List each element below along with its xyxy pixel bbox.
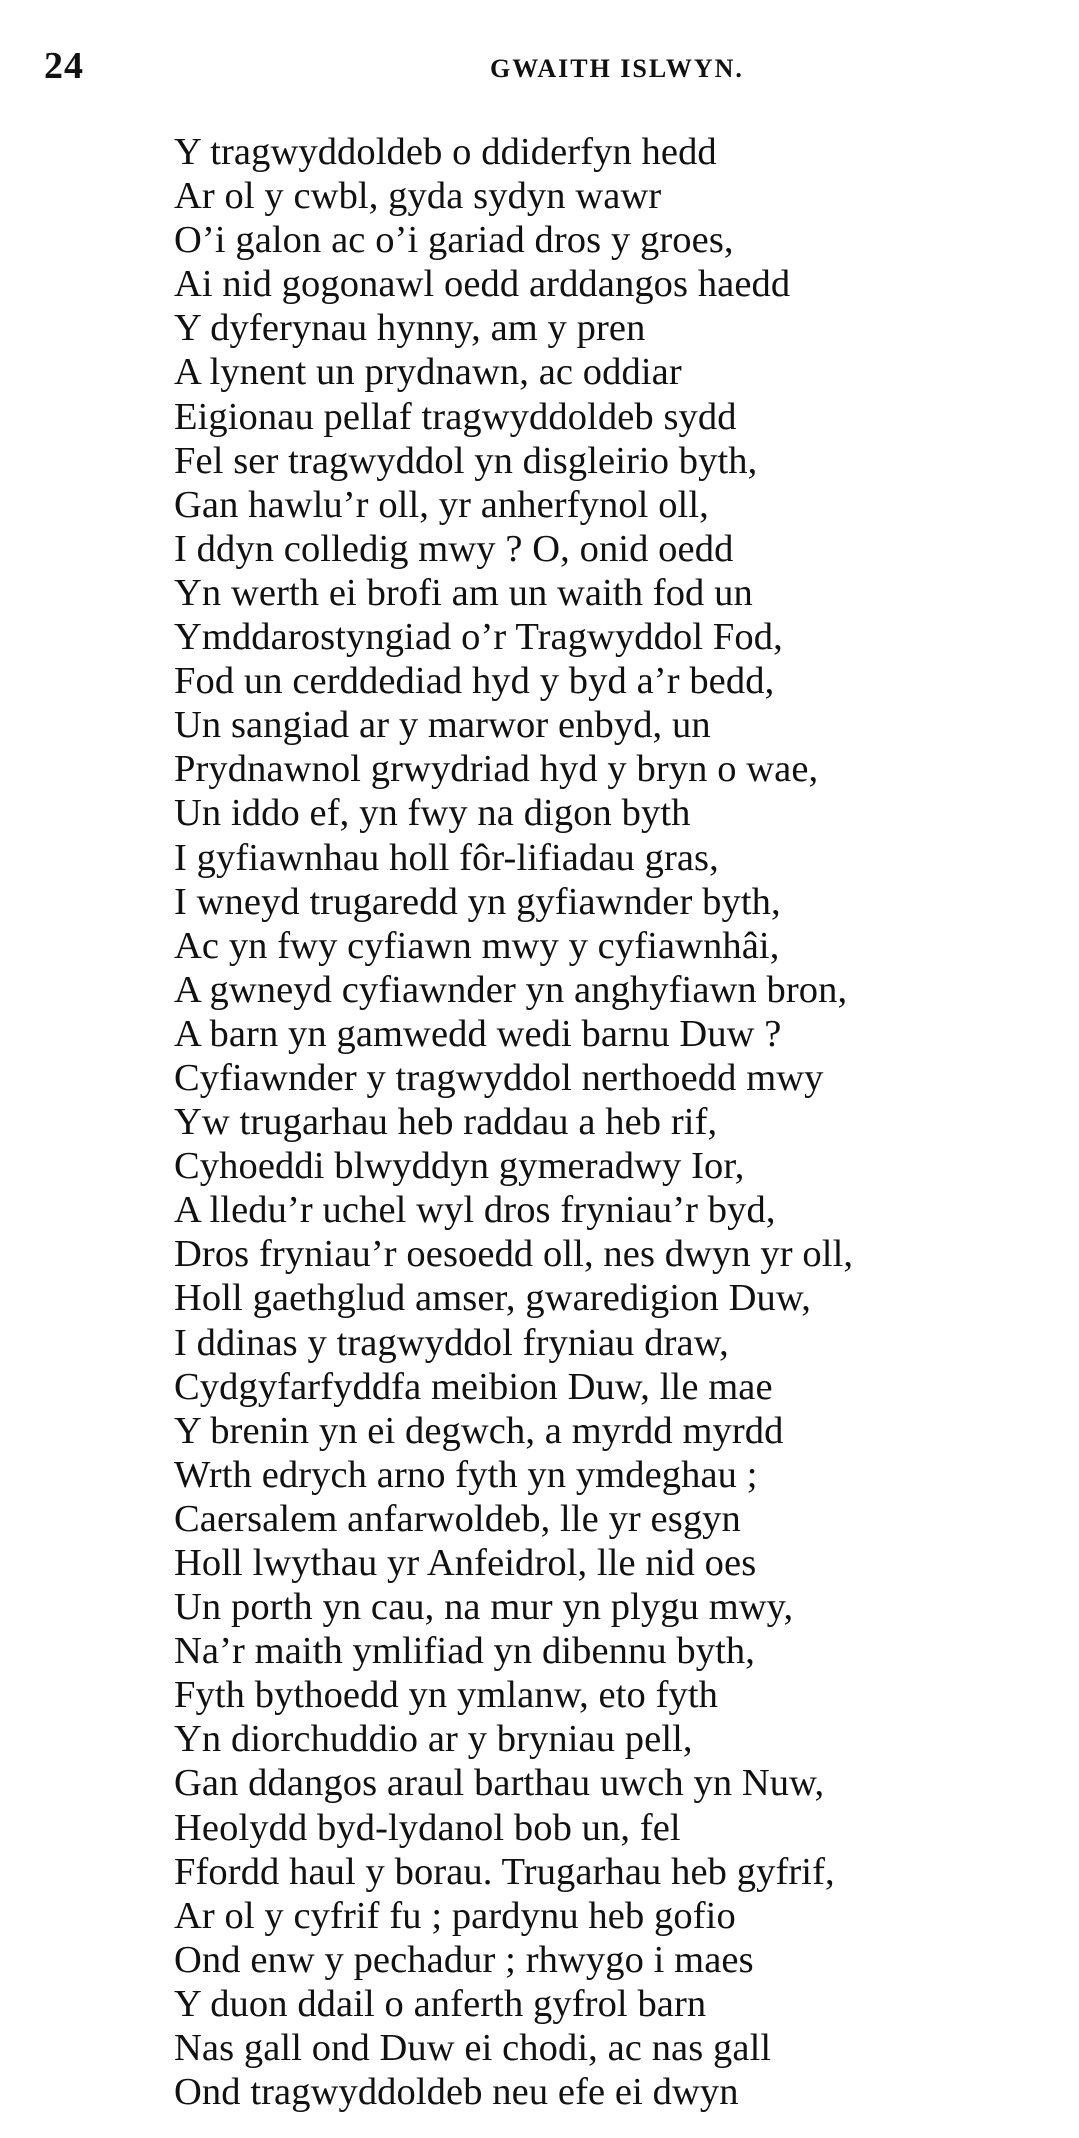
poem-line: Ond enw y pechadur ; rhwygo i maes (174, 1938, 754, 1981)
poem-line: Fod un cerddediad hyd y byd a’r bedd, (174, 660, 775, 703)
poem-line: Cyhoeddi blwyddyn gymeradwy Ior, (174, 1145, 745, 1188)
poem-line: Wrth edrych arno fyth yn ymdeghau ; (174, 1453, 758, 1496)
poem-line: Un iddo ef, yn fwy na digon byth (174, 792, 691, 835)
poem-line: Ar ol y cyfrif fu ; pardynu heb gofio (174, 1894, 736, 1937)
poem-text (174, 130, 1054, 2114)
poem-line: A barn yn gamwedd wedi barnu Duw ? (174, 1012, 782, 1055)
poem-line: Cyfiawnder y tragwyddol nerthoedd mwy (174, 1056, 824, 1099)
poem-line: Eigionau pellaf tragwyddoldeb sydd (174, 395, 737, 438)
poem-line: Y brenin yn ei degwch, a myrdd myrdd (174, 1409, 784, 1452)
poem-line: Na’r maith ymlifiad yn dibennu byth, (174, 1630, 755, 1673)
poem-line: Ond tragwyddoldeb neu efe ei dwyn (174, 2071, 739, 2114)
poem-line: Cydgyfarfyddfa meibion Duw, lle mae (174, 1365, 773, 1408)
poem-line: Fel ser tragwyddol yn disgleirio byth, (174, 439, 758, 482)
page-number: 24 (44, 45, 84, 87)
poem-line: Heolydd byd-lydanol bob un, fel (174, 1806, 681, 1849)
poem-line: O’i galon ac o’i gariad dros y groes, (174, 219, 734, 262)
poem-line: A gwneyd cyfiawnder yn anghyfiawn bron, (174, 968, 848, 1011)
poem-line: Fyth bythoedd yn ymlanw, eto fyth (174, 1674, 719, 1717)
running-title: GWAITH ISLWYN. (490, 54, 744, 83)
poem-line: Nas gall ond Duw ei chodi, ac nas gall (174, 2027, 772, 2070)
poem-line: I ddinas y tragwyddol fryniau draw, (174, 1321, 729, 1364)
poem-line: I gyfiawnhau holl fôr-lifiadau gras, (174, 836, 719, 879)
poem-line: A lledu’r uchel wyl dros fryniau’r byd, (174, 1189, 776, 1232)
poem-line: Prydnawnol grwydriad hyd y bryn o wae, (174, 748, 819, 791)
poem-line: Yn diorchuddio ar y bryniau pell, (174, 1718, 693, 1761)
poem-line: Y duon ddail o anferth gyfrol barn (174, 1982, 707, 2025)
poem-line: Ac yn fwy cyfiawn mwy y cyfiawnhâi, (174, 924, 780, 967)
poem-line: I ddyn colledig mwy ? O, onid oedd (174, 527, 734, 570)
poem-line: Gan hawlu’r oll, yr anherfynol oll, (174, 483, 709, 526)
poem-line: Y dyferynau hynny, am y pren (174, 307, 646, 350)
page-header (40, 44, 1039, 94)
poem-line: I wneyd trugaredd yn gyfiawnder byth, (174, 880, 781, 923)
poem-line: Un porth yn cau, na mur yn plygu mwy, (174, 1586, 794, 1629)
poem-line: Y tragwyddoldeb o ddiderfyn hedd (174, 131, 717, 173)
poem-line: Yw trugarhau heb raddau a heb rif, (174, 1101, 718, 1144)
poem-line: Yn werth ei brofi am un waith fod un (174, 571, 753, 614)
poem-line: Ffordd haul y borau. Trugarhau heb gyfrif, (174, 1850, 835, 1893)
poem-line: Ar ol y cwbl, gyda sydyn wawr (174, 175, 662, 218)
poem-line: Holl lwythau yr Anfeidrol, lle nid oes (174, 1542, 757, 1584)
poem-line: Gan ddangos araul barthau uwch yn Nuw, (174, 1762, 825, 1805)
poem-line: A lynent un prydnawn, ac oddiar (174, 351, 682, 394)
poem-line: Dros fryniau’r oesoedd oll, nes dwyn yr oll, (174, 1233, 854, 1276)
poem-line: Un sangiad ar y marwor enbyd, un (174, 704, 711, 747)
poem-line: Holl gaethglud amser, gwaredigion Duw, (174, 1277, 812, 1320)
poem-line: Caersalem anfarwoldeb, lle yr esgyn (174, 1497, 741, 1540)
poem-line: Ymddarostyngiad o’r Tragwyddol Fod, (174, 616, 783, 659)
poem-line: Ai nid gogonawl oedd arddangos haedd (174, 263, 791, 306)
